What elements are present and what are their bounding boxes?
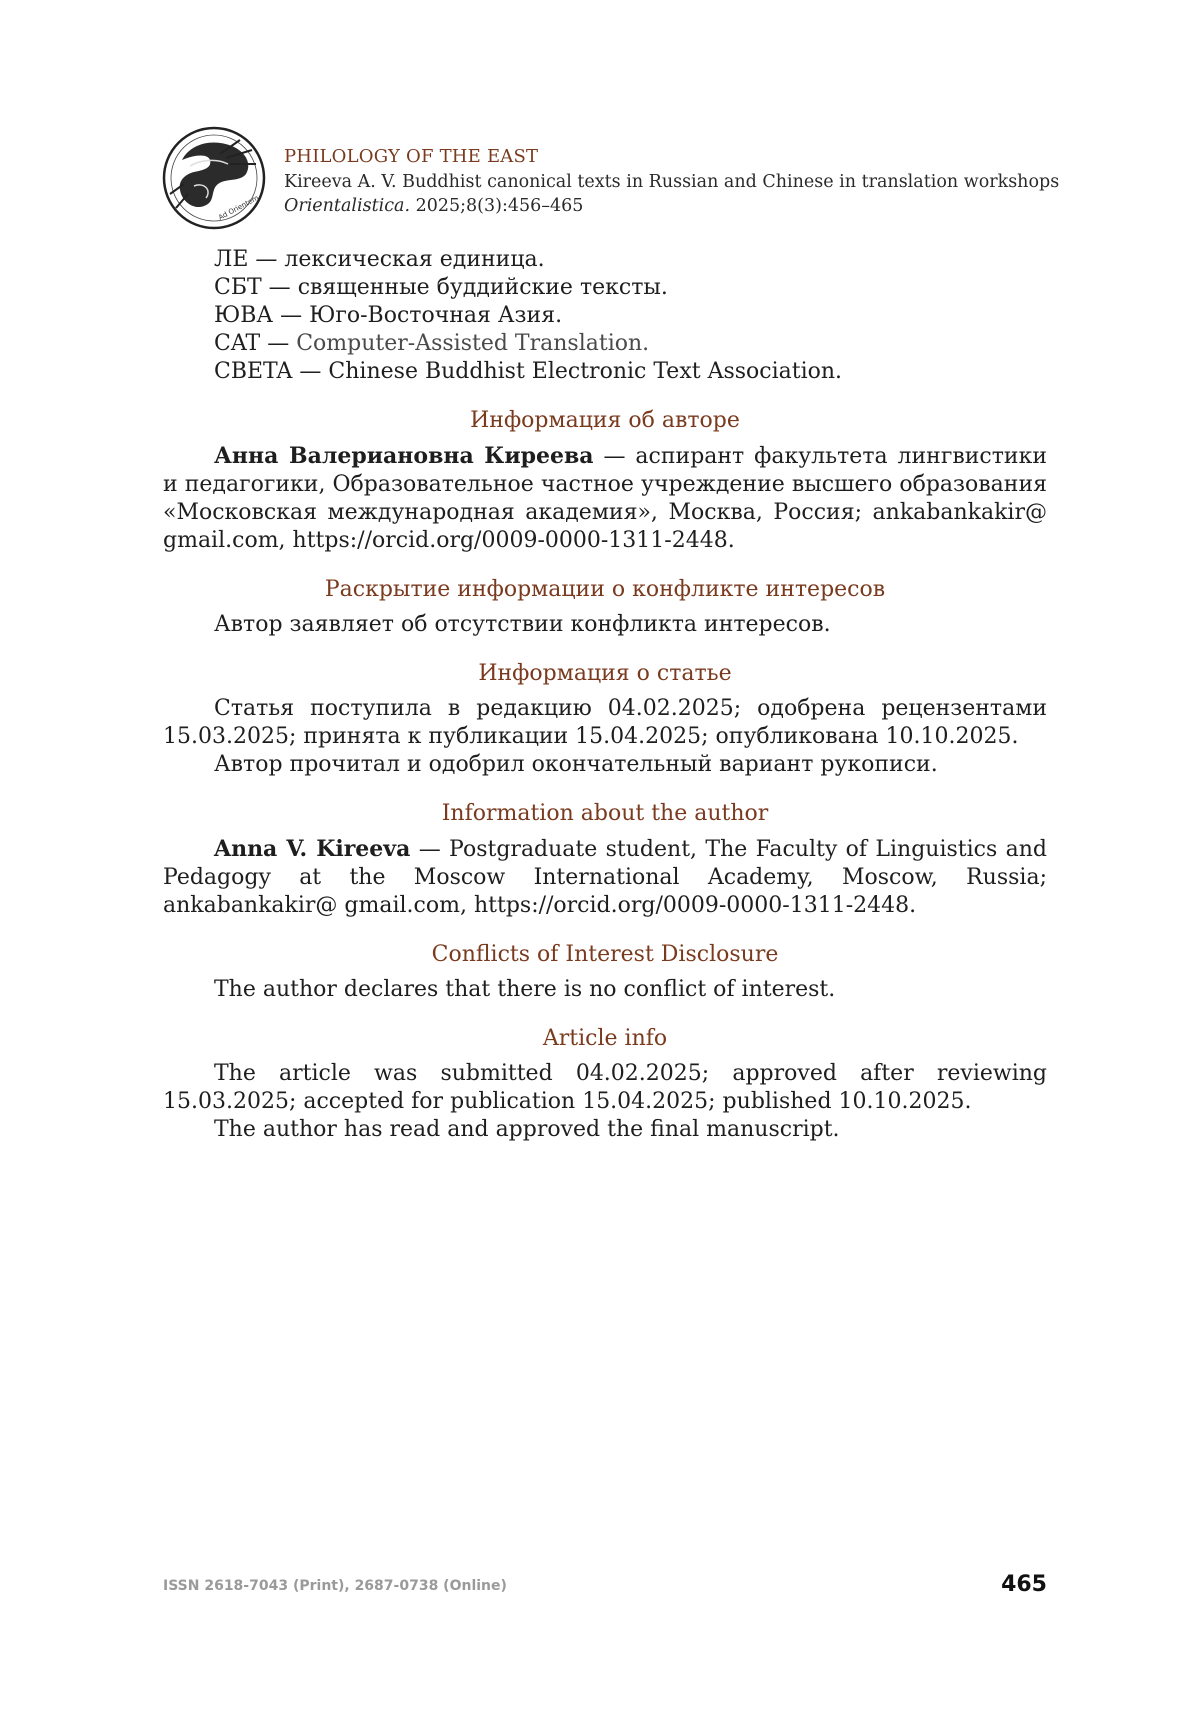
abbreviation-definition: Chinese Buddhist Electronic Text Association. [328, 359, 843, 384]
section-heading-en-article: Article info [542, 1026, 668, 1051]
author-details-ru: — аспирант факультета лингвистики и педагогики, Образовательное частное учреждение высшего образования «Московская международная академия», Москва, Россия; ankabankakir@ gmail.com, https://orcid.org/0009-0000-1311-2448. [163, 444, 1047, 553]
section-heading-en-author: Information about the author [441, 801, 769, 826]
abbreviation-item [163, 330, 1047, 358]
dash: — [292, 359, 329, 384]
ru-article-approval: Автор прочитал и одобрил окончательный вариант рукописи. [214, 752, 938, 777]
section-heading-ru-article: Информация о статье [478, 661, 732, 686]
section-heading-ru-conflict: Раскрытие информации о конфликте интересов [324, 577, 886, 602]
logo-text: Ad Orientem [217, 193, 261, 222]
abbreviation-item [163, 274, 1047, 302]
en-article-approval: The author has read and approved the final manuscript. [214, 1117, 840, 1142]
abbreviation-definition: лексическая единица. [284, 247, 545, 272]
page-header [160, 124, 1060, 234]
journal-section-title: PHILOLOGY OF THE EAST [284, 146, 539, 167]
abbreviation-definition: Computer-Assisted Translation. [296, 331, 650, 356]
ru-conflict-text: Автор заявляет об отсутствии конфликта интересов. [214, 612, 831, 637]
page-body [163, 246, 1047, 1144]
citation-details: 2025;8(3):456–465 [415, 196, 584, 216]
abbreviation: CAT [214, 331, 261, 356]
dash: — [248, 247, 285, 272]
abbreviation: CBETA [214, 359, 293, 384]
author-name-ru: Анна Валериановна Киреева [214, 443, 594, 469]
journal-logo-icon [160, 124, 268, 232]
section-heading-ru-author: Информация об авторе [470, 408, 740, 433]
en-article-dates: The article was submitted 04.02.2025; approved after reviewing 15.03.2025; accepted for publication 15.04.2025; published 10.10.2025. [163, 1061, 1047, 1114]
en-conflict-text: The author declares that there is no conflict of interest. [214, 977, 836, 1002]
abbreviation-item [163, 358, 1047, 386]
footer-issn: ISSN 2618-7043 (Print), 2687-0738 (Online) [163, 1578, 507, 1594]
dash: — [261, 275, 298, 300]
running-title: Kireeva A. V. Buddhist canonical texts in Russian and Chinese in translation workshops [284, 172, 1060, 192]
abbreviation-item [163, 246, 1047, 274]
section-heading-en-conflict: Conflicts of Interest Disclosure [431, 942, 779, 967]
dash: — [273, 303, 310, 328]
abbreviation: ЮВА [214, 303, 274, 328]
citation [284, 196, 583, 216]
abbreviation-definition: Юго-Восточная Азия. [309, 303, 563, 328]
ru-author-info [163, 442, 1047, 555]
dash: — [260, 331, 297, 356]
page-number: 465 [1001, 1572, 1047, 1597]
journal-name: Orientalistica. [284, 196, 411, 216]
abbreviation: ЛЕ [214, 247, 249, 272]
ru-article-dates: Статья поступила в редакцию 04.02.2025; одобрена рецензентами 15.03.2025; принята к публикации 15.04.2025; опубликована 10.10.2025. [163, 696, 1047, 749]
abbreviation-item [163, 302, 1047, 330]
author-details-en: — Postgraduate student, The Faculty of Linguistics and Pedagogy at the Moscow International Academy, Moscow, Russia; ankabankakir@ gmail.com, https://orcid.org/0009-0000-1311-2448. [163, 837, 1047, 918]
author-name-en: Anna V. Kireeva [214, 836, 411, 862]
abbreviation-definition: священные буддийские тексты. [297, 275, 668, 300]
abbreviation: СБТ [214, 275, 262, 300]
en-author-info [163, 835, 1047, 920]
